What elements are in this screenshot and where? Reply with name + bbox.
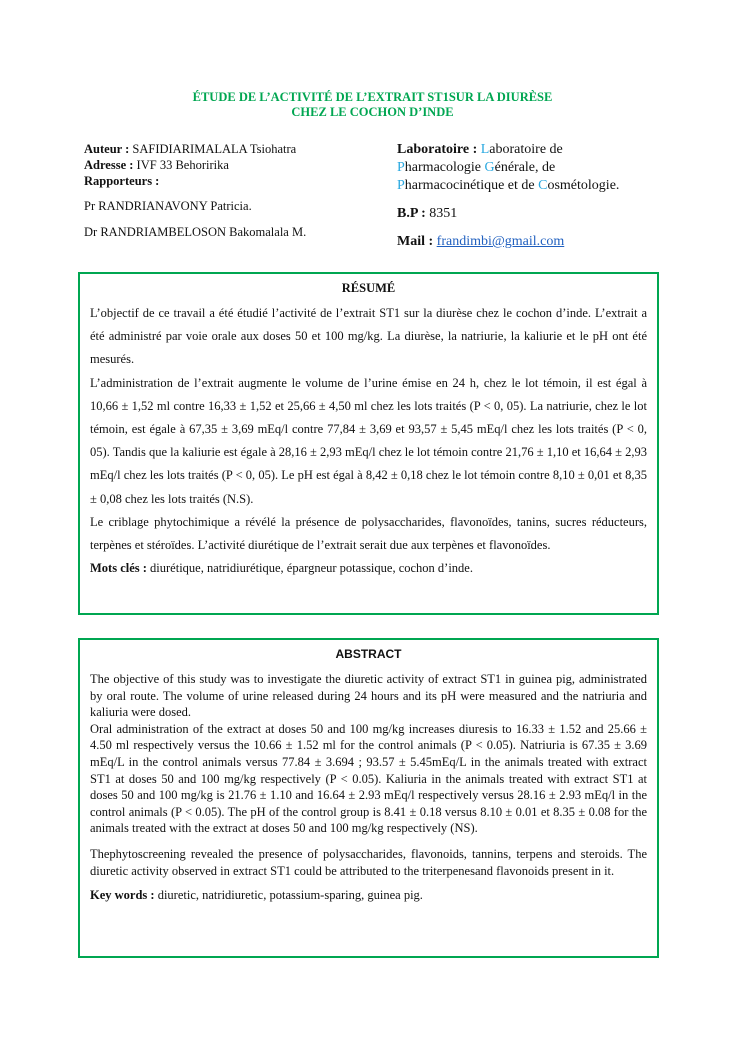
resume-title: RÉSUMÉ (341, 281, 396, 295)
resume-paragraph-3: Le criblage phytochimique a révélé la présence de polysaccharides, flavonoïdes, tanins, sucres réducteurs, terpènes et stéroïdes. L’activité diurétique de l’extrait serait due aux terpènes et flavonoïdes. (90, 514, 647, 553)
author-label: Auteur : (84, 142, 130, 156)
resume-keywords-label: Mots clés : (90, 561, 147, 576)
page-title (0, 90, 745, 120)
resume-box (78, 272, 659, 615)
abstract-paragraph-2: Oral administration of the extract at doses 50 and 100 mg/kg increases diuresis to 16.33 ± 1.52 and 25.66 ± 4.50 ml respectively versus the 10.66 ± 1.52 ml for the control animals (P < 0.05). Natriuria is 67.35 ± 3.69 mEq/L in the control animals versus 77.84 ± 3.694 ; 93.57 ± 5.45mEq/L in the animals treated with extract ST1 at doses 50 and 100 mg/kg respectively (P < 0.05). Kaliuria in the animals treated with extract ST1 at doses 50 and 100 mg/kg is 21.76 ± 1.10 and 16.64 ± 2.93 mEq/l respectively versus 28.16 ± 2.93 mEq/l in the control animals (P < 0.05). The pH of the control group is 8.41 ± 0.18 versus 8.10 ± 0.01 et 8.35 ± 0.08 for the animals treated with the extract at doses 50 and 100 mg/kg respectively (NS). (90, 721, 647, 836)
author-block (84, 141, 384, 240)
abstract-box (78, 638, 659, 958)
address-value: IVF 33 Behoririka (136, 158, 229, 172)
resume-paragraph-1: L’objectif de ce travail a été étudié l’activité de l’extrait ST1 sur la diurèse chez le cochon d’inde. L’extrait a été administré par voie orale aux doses 50 et 100 mg/kg. La diurèse, la natriurie, la kaliurie et le pH ont été mesurés. (90, 306, 647, 367)
address-label: Adresse : (84, 158, 134, 172)
abstract-paragraph-1: The objective of this study was to investigate the diuretic activity of extract ST1 in guinea pig, administrated by oral route. The volume of urine released during 24 hours and its pH were measured and the natriuria and kaliuria were dosed. (90, 672, 647, 720)
resume-keywords-value: diurétique, natridiurétique, épargneur potassique, cochon d’inde. (150, 561, 473, 576)
lab-block (397, 141, 677, 251)
abstract-title: ABSTRACT (335, 647, 402, 661)
author-line (84, 141, 384, 157)
abstract-keywords-label: Key words : (90, 888, 155, 903)
rapporteur-2: Dr RANDRIAMBELOSON Bakomalala M. (84, 225, 307, 239)
rapporteurs-label: Rapporteurs : (84, 174, 160, 188)
abstract-keywords (90, 887, 647, 904)
title-line-2: CHEZ LE COCHON D’INDE (291, 105, 454, 119)
bp-value: 8351 (429, 206, 458, 221)
mail-link[interactable]: frandimbi@gmail.com (436, 234, 565, 249)
address-line (84, 157, 384, 173)
mail-label: Mail : (397, 234, 434, 249)
resume-keywords (90, 557, 647, 580)
abstract-keywords-value: diuretic, natridiuretic, potassium-sparing, guinea pig. (157, 888, 423, 903)
title-line-1: ÉTUDE DE L’ACTIVITÉ DE L’EXTRAIT ST1SUR LA DIURÈSE (192, 90, 553, 104)
mail-line (397, 233, 677, 251)
rapporteur-1: Pr RANDRIANAVONY Patricia. (84, 199, 252, 213)
author-name: SAFIDIARIMALALA Tsiohatra (132, 142, 297, 156)
lab-label: Laboratoire : (397, 142, 478, 157)
bp-label: B.P : (397, 206, 426, 221)
resume-paragraph-2: L’administration de l’extrait augmente le volume de l’urine émise en 24 h, chez le lot témoin, il est égal à 10,66 ± 1,52 ml contre 16,33 ± 1,52 et 25,66 ± 4,50 ml chez les lots traités (P < 0, 05). La natriurie, chez le lot témoin, est égale à 67,35 ± 3,69 mEq/l contre 77,84 ± 3,69 et 93,57 ± 5,45 mEq/l chez les lots traités (P < 0, 05). Tandis que la kaliurie est égale à 28,16 ± 2,93 mEq/l chez le lot témoin contre 21,76 ± 1,10 et 16,64 ± 2,93 mEq/l chez les lots traités (P < 0, 05). Le pH est égal à 8,42 ± 0,18 chez le lot témoin contre 8,10 ± 0,01 et 8,35 ± 0,08 chez les lots traités (N.S). (90, 375, 647, 506)
bp-line (397, 205, 677, 223)
abstract-paragraph-3: Thephytoscreening revealed the presence of polysaccharides, flavonoids, tannins, terpens and steroids. The diuretic activity observed in extract ST1 could be attributed to the triterpenesand flavonoids present in it. (90, 846, 647, 878)
lab-line: Laboratoire : Laboratoire de Pharmacologie Générale, de Pharmacocinétique et de Cosmétologie. (397, 142, 620, 193)
